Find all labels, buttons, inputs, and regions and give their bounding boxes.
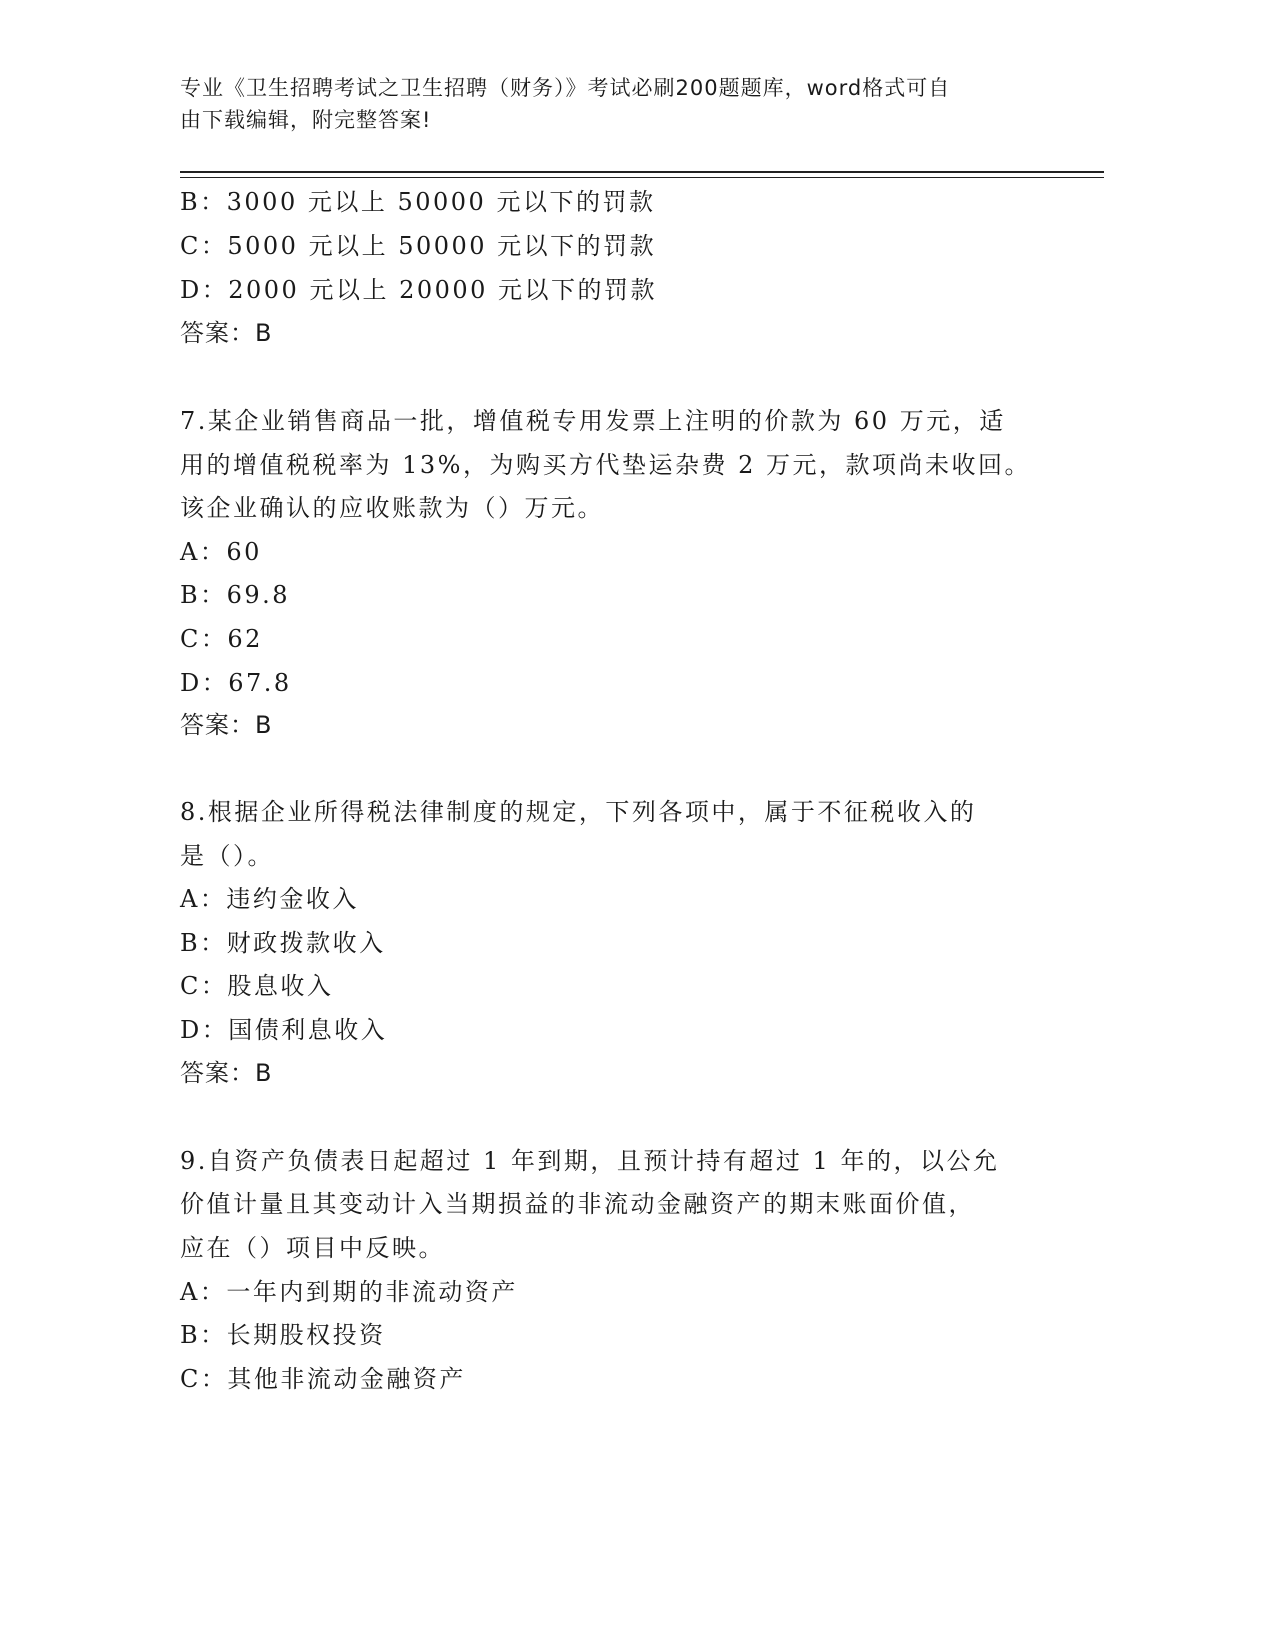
- q9-stem-line-2: 价值计量且其变动计入当期损益的非流动金融资产的期末账面价值，: [180, 1190, 975, 1218]
- q8-option-a: A：违约金收入: [180, 885, 359, 913]
- q7-option-b: B：69.8: [180, 581, 291, 609]
- document-header: [180, 72, 1030, 136]
- q8-option-c: C：股息收入: [180, 972, 334, 1000]
- header-divider-thick: [180, 171, 1104, 173]
- q8-stem-line-2: 是（）。: [180, 842, 274, 870]
- q7-stem-line-3: 该企业确认的应收账款为（）万元。: [180, 494, 604, 522]
- q8-option-d: D：国债利息收入: [180, 1016, 388, 1044]
- header-divider-thin: [180, 177, 1104, 178]
- q9-stem-line-3: 应在（）项目中反映。: [180, 1234, 445, 1262]
- q7-option-d: D：67.8: [180, 669, 292, 697]
- header-title-line-2: 由下载编辑，附完整答案!: [180, 108, 432, 132]
- header-title-line-1: 专业《卫生招聘考试之卫生招聘（财务）》考试必刷200题题库，word格式可自: [180, 76, 951, 100]
- q6-answer: 答案：B: [180, 319, 273, 347]
- q6-option-b: B：3000 元以上 50000 元以下的罚款: [180, 188, 656, 216]
- q7-option-a: A：60: [180, 538, 262, 566]
- q9-option-a: A：一年内到期的非流动资产: [180, 1278, 518, 1306]
- q7-option-c: C：62: [180, 625, 263, 653]
- q7-answer: 答案：B: [180, 711, 273, 739]
- q7-stem-line-1: 7.某企业销售商品一批，增值税专用发票上注明的价款为 60 万元，适: [180, 407, 1006, 435]
- q8-answer: 答案：B: [180, 1059, 273, 1087]
- q6-option-c: C：5000 元以上 50000 元以下的罚款: [180, 232, 657, 260]
- q8-stem-line-1: 8.根据企业所得税法律制度的规定，下列各项中，属于不征税收入的: [180, 798, 977, 826]
- q9-stem-line-1: 9.自资产负债表日起超过 1 年到期，且预计持有超过 1 年的，以公允: [180, 1147, 1000, 1175]
- q9-option-c: C：其他非流动金融资产: [180, 1365, 466, 1393]
- q7-stem-line-2: 用的增值税税率为 13%，为购买方代垫运杂费 2 万元，款项尚未收回。: [180, 451, 1031, 479]
- q6-option-d: D：2000 元以上 20000 元以下的罚款: [180, 276, 658, 304]
- q9-option-b: B：长期股权投资: [180, 1321, 386, 1349]
- q8-option-b: B：财政拨款收入: [180, 929, 386, 957]
